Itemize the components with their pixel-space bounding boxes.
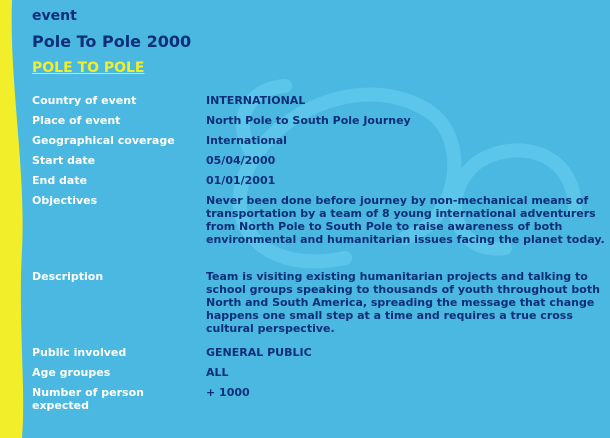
field-value: + 1000 <box>206 386 250 399</box>
field-label: Start date <box>32 154 96 167</box>
section-label: event <box>32 8 77 24</box>
field-description <box>32 270 607 346</box>
field-label: Geographical coverage <box>32 134 175 147</box>
field-label: Objectives <box>32 194 98 207</box>
field-label: Public involved <box>32 346 127 359</box>
field-label: Place of event <box>32 114 121 127</box>
event-link[interactable]: POLE TO POLE <box>32 60 145 76</box>
field-age-groups <box>32 366 607 386</box>
field-start-date <box>32 154 607 174</box>
event-details <box>32 6 607 416</box>
field-public <box>32 346 607 366</box>
field-label: Number of person expected <box>32 386 144 412</box>
field-label: Description <box>32 270 104 283</box>
field-value: Team is visiting existing humanitarian projects and talking to school groups speaking to thousands of youth throughout both North and South America, spreading the message that change happens one small step at a time and requires a true cross cultural perspective. <box>206 270 600 335</box>
field-value: 01/01/2001 <box>206 174 276 187</box>
field-label: Country of event <box>32 94 137 107</box>
field-label: End date <box>32 174 88 187</box>
field-value: GENERAL PUBLIC <box>206 346 312 359</box>
field-objectives <box>32 194 607 270</box>
field-value: ALL <box>206 366 229 379</box>
field-country <box>32 94 607 114</box>
field-value: Never been done before journey by non-mechanical means of transportation by a team of 8 young international adventurers from North Pole to South Pole to raise awareness of both environmental and humanitarian issues facing the planet today. <box>206 194 605 246</box>
field-place <box>32 114 607 134</box>
field-value: North Pole to South Pole Journey <box>206 114 411 127</box>
field-label: Age groupes <box>32 366 111 379</box>
field-value: 05/04/2000 <box>206 154 276 167</box>
field-persons <box>32 386 607 416</box>
field-end-date <box>32 174 607 194</box>
field-value: INTERNATIONAL <box>206 94 306 107</box>
left-wave-stripe <box>0 0 23 438</box>
field-coverage <box>32 134 607 154</box>
event-title: Pole To Pole 2000 <box>32 32 192 51</box>
field-value: International <box>206 134 287 147</box>
